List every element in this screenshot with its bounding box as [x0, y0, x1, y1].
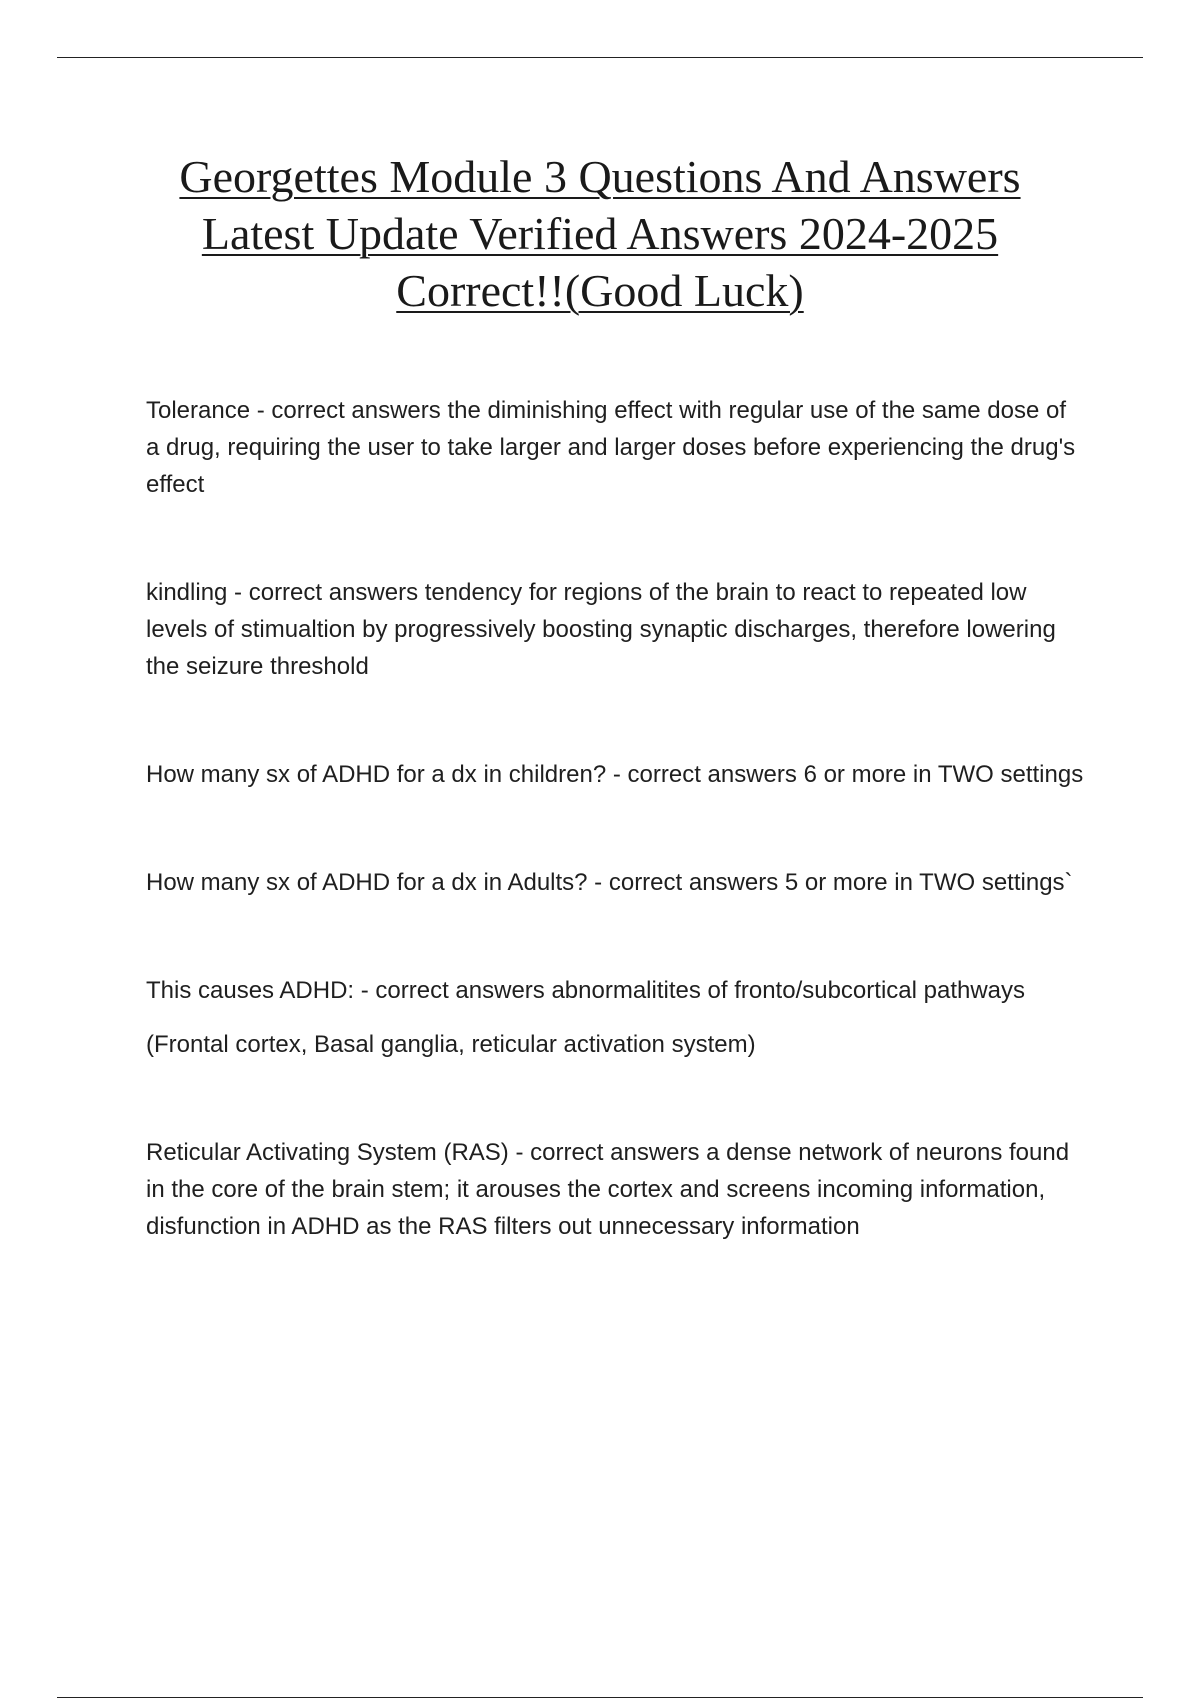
qa-text: Tolerance - correct answers the diminishing effect with regular use of the same dose of a drug, requiring the user to take larger and larger doses before experiencing the drug's effect — [146, 397, 1076, 498]
qa-entry-kindling — [146, 574, 1086, 685]
qa-entry-ras — [146, 1134, 1086, 1245]
bottom-rule — [57, 1697, 1143, 1698]
qa-note: (Frontal cortex, Basal ganglia, reticular activation system) — [146, 1031, 756, 1058]
document-title: Georgettes Module 3 Questions And Answers Latest Update Verified Answers 2024-2025 Correct!!(Good Luck) — [179, 151, 1021, 316]
top-rule — [57, 57, 1143, 58]
qa-list — [146, 392, 1086, 1245]
qa-entry-tolerance — [146, 392, 1086, 503]
qa-text: How many sx of ADHD for a dx in children? - correct answers 6 or more in TWO settings — [146, 761, 1084, 788]
qa-entry-adhd-cause — [146, 972, 1086, 1063]
qa-text: kindling - correct answers tendency for regions of the brain to react to repeated low levels of stimualtion by progressively boosting synaptic discharges, therefore lowering the seizure threshold — [146, 579, 1056, 680]
qa-text: This causes ADHD: - correct answers abnormalitites of fronto/subcortical pathways — [146, 977, 1026, 1004]
qa-text: How many sx of ADHD for a dx in Adults? - correct answers 5 or more in TWO settings` — [146, 869, 1073, 896]
qa-entry-adhd-children — [146, 756, 1086, 793]
qa-entry-adhd-adults — [146, 864, 1086, 901]
qa-text: Reticular Activating System (RAS) - correct answers a dense network of neurons found in the core of the brain stem; it arouses the cortex and screens incoming information, disfunction in ADHD as the RAS filters out unnecessary information — [146, 1139, 1070, 1240]
